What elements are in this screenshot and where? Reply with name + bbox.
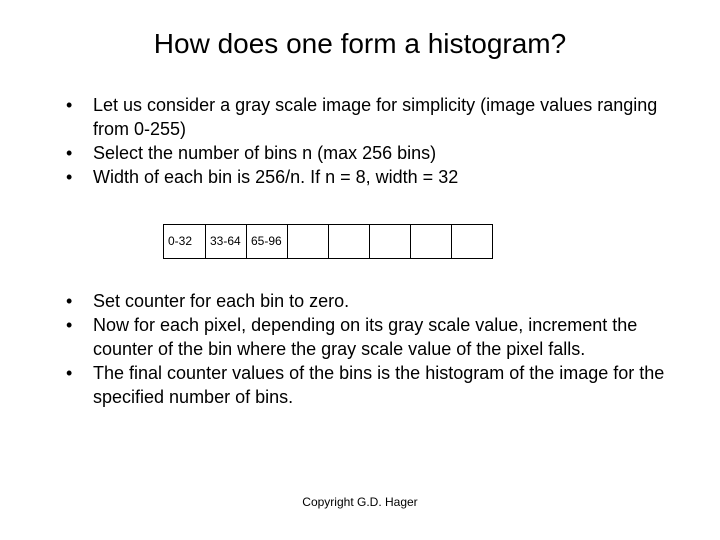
bullet-item [66,313,696,361]
intro-bullet-list [66,93,696,189]
bin-cell [370,225,411,258]
bin-cell [411,225,452,258]
bullet-item [66,289,696,313]
bullet-item [66,165,696,189]
bullet-text: Set counter for each bin to zero. [93,291,350,311]
bin-cell [329,225,370,258]
bin-cell: 0-32 [164,225,206,258]
bin-cell [288,225,329,258]
bullet-text: Now for each pixel, depending on its gray scale value, increment the counter of the bin where the gray scale value of the pixel falls. [93,315,638,359]
bin-cell: 65-96 [247,225,288,258]
slide-title: How does one form a histogram? [153,28,567,59]
bullet-marker: • [66,95,73,115]
bullet-marker: • [66,363,73,383]
bullet-item [66,361,696,409]
bullet-item [66,141,696,165]
bullet-marker: • [66,315,73,335]
bullet-marker: • [66,167,73,187]
bullet-text: Width of each bin is 256/n. If n = 8, width = 32 [93,167,459,187]
bullet-marker: • [66,291,73,311]
bullet-marker: • [66,143,73,163]
histogram-bin-table [163,224,493,259]
bullet-text: The final counter values of the bins is the histogram of the image for the specified number of bins. [93,363,665,407]
bullet-item [66,93,696,141]
bin-cell [452,225,493,258]
steps-bullet-list [66,289,696,409]
bin-cell: 33-64 [206,225,247,258]
copyright-footer: Copyright G.D. Hager [302,495,418,509]
bullet-text: Let us consider a gray scale image for simplicity (image values ranging from 0-255) [93,95,658,139]
bullet-text: Select the number of bins n (max 256 bins) [93,143,437,163]
